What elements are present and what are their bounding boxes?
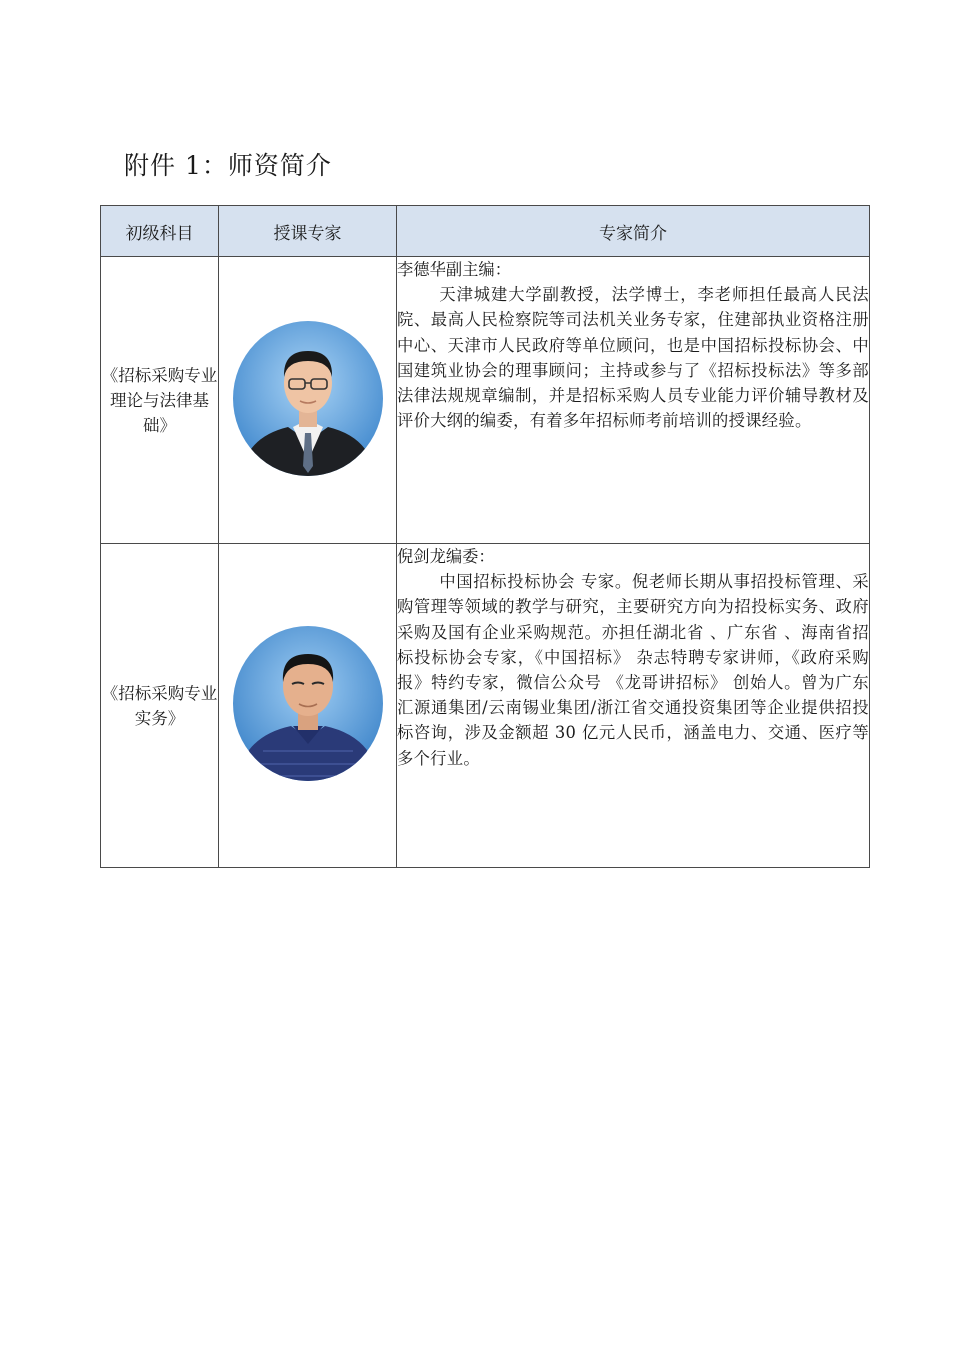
table-row xyxy=(101,257,870,544)
page-title: 附件 1：师资简介 xyxy=(124,151,332,180)
bio-cell xyxy=(397,257,870,544)
header-bio: 专家简介 xyxy=(397,206,870,257)
subject-cell: 《招标采购专业实务》 xyxy=(101,544,219,868)
photo-cell xyxy=(219,544,397,868)
expert-name: 李德华副主编： xyxy=(397,260,511,279)
expert-photo-avatar xyxy=(233,626,383,781)
header-expert: 授课专家 xyxy=(219,206,397,257)
table-row xyxy=(101,544,870,868)
expert-bio: 中国招标投标协会 专家。倪老师长期从事招投标管理、采购管理等领域的教学与研究，主要研究方向为招投标实务、政府采购及国有企业采购规范。亦担任湖北省 、广东省 、海南省招标投标协会专家，《中国招标》 杂志特聘专家讲师，《政府采购报》特约专家，微信公众号 《龙哥讲招标》 创始人。曾为广东汇源通集团/云南锡业集团/浙江省交通投资集团等企业提供招投标咨询，涉及金额超 30 亿元人民币，涵盖电力、交通、医疗等多个行业。 xyxy=(397,572,869,768)
bio-cell xyxy=(397,544,870,868)
table-header-row xyxy=(101,206,870,257)
header-subject: 初级科目 xyxy=(101,206,219,257)
expert-photo-avatar xyxy=(233,321,383,476)
faculty-table xyxy=(100,205,870,868)
expert-name: 倪剑龙编委： xyxy=(397,547,495,566)
expert-bio: 天津城建大学副教授，法学博士，李老师担任最高人民法院、最高人民检察院等司法机关业务专家，住建部执业资格注册中心、天津市人民政府等单位顾问，也是中国招标投标协会、中国建筑业协会的理事顾问；主持或参与了《招标投标法》等多部法律法规规章编制，并是招标采购人员专业能力评价辅导教材及评价大纲的编委，有着多年招标师考前培训的授课经验。 xyxy=(397,285,869,431)
subject-cell: 《招标采购专业理论与法律基础》 xyxy=(101,257,219,544)
photo-cell xyxy=(219,257,397,544)
